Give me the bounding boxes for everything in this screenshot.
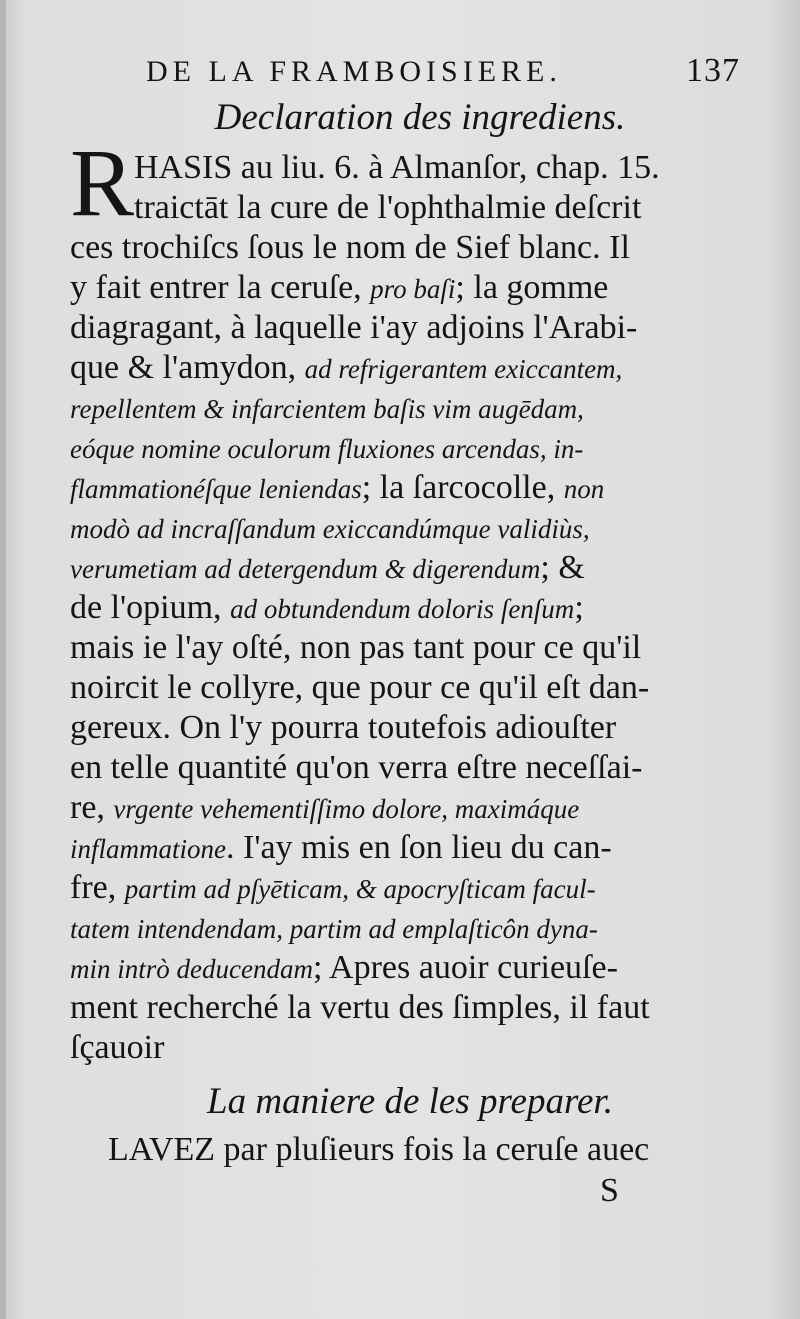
text-run: ſçauoir: [70, 1029, 165, 1066]
italic-latin-text: inflammatione: [70, 834, 226, 864]
text-line: [70, 348, 770, 388]
text-line: [70, 188, 770, 228]
text-run: y fait entrer la ceruſe,: [70, 269, 371, 306]
text-run: en telle quantité qu'on verra eſtre neceſſai-: [70, 749, 643, 786]
text-line: [70, 508, 770, 548]
page-number: 137: [686, 52, 740, 89]
text-run: de l'opium,: [70, 589, 231, 626]
italic-latin-text: partim ad pſyēticam, & apocryſticam facul-: [124, 874, 596, 904]
section-heading: Declaration des ingrediens.: [214, 97, 626, 138]
text-line: [70, 708, 770, 748]
text-line: [70, 748, 770, 788]
final-line: LAVEZ par pluſieurs fois la ceruſe auec: [108, 1131, 650, 1168]
text-run: noircit le collyre, que pour ce qu'il eſt dan-: [70, 669, 650, 706]
text-line: [70, 308, 770, 348]
running-header: [146, 52, 740, 96]
italic-latin-text: repellentem & infarcientem baſis vim augēdam,: [70, 394, 584, 424]
text-run: ; la ſarcocolle,: [361, 469, 564, 506]
text-line: [70, 468, 770, 508]
text-run: ; Apres auoir curieuſe-: [312, 949, 618, 986]
text-line: [70, 148, 770, 188]
italic-latin-text: pro baſi: [370, 274, 456, 304]
text-line: [70, 428, 770, 468]
text-run: diagragant, à laquelle i'ay adjoins l'Arabi-: [70, 309, 638, 346]
text-line: [70, 668, 770, 708]
subheading: La maniere de les preparer.: [207, 1081, 613, 1122]
text-line: [70, 828, 770, 868]
italic-latin-text: vrgente vehementiſſimo dolore, maximáque: [113, 794, 580, 824]
text-run: HASIS au liu. 6. à Almanſor, chap. 15.: [134, 149, 660, 186]
text-run: ces trochiſcs ſous le nom de Sief blanc. Il: [70, 229, 630, 266]
text-line: [70, 268, 770, 308]
text-run: ; &: [540, 549, 585, 586]
text-line: [70, 388, 770, 428]
italic-latin-text: modò ad incraſſandum exiccandúmque validiùs,: [70, 514, 590, 544]
text-line: [70, 788, 770, 828]
text-run: ;: [574, 589, 584, 626]
text-run: traictāt la cure de l'ophthalmie deſcrit: [134, 189, 642, 226]
italic-latin-text: min intrò deducendam: [70, 954, 313, 984]
italic-latin-text: ad refrigerantem exiccantem,: [304, 354, 623, 384]
text-line: [70, 628, 770, 668]
italic-latin-text: eóque nomine oculorum fluxiones arcendas, in-: [70, 434, 584, 464]
text-run: re,: [70, 789, 114, 826]
text-run: fre,: [70, 869, 125, 906]
drop-cap: R: [70, 129, 135, 236]
signature-mark: S: [600, 1172, 619, 1209]
text-line: [70, 908, 770, 948]
italic-latin-text: ad obtundendum doloris ſenſum: [230, 594, 575, 624]
italic-latin-text: non: [563, 474, 605, 504]
text-line: [70, 588, 770, 628]
text-run: que & l'amydon,: [70, 349, 305, 386]
text-run: ; la gomme: [455, 269, 609, 306]
text-run: . I'ay mis en ſon lieu du can-: [226, 829, 612, 866]
running-title: DE LA FRAMBOISIERE.: [146, 55, 562, 88]
text-line: [70, 228, 770, 268]
text-line: [70, 868, 770, 908]
italic-latin-text: verumetiam ad detergendum & digerendum: [70, 554, 541, 584]
body-text: [70, 148, 770, 1068]
italic-latin-text: tatem intendendam, partim ad emplaſticôn dyna-: [70, 914, 598, 944]
text-line: [70, 948, 770, 988]
text-run: gereux. On l'y pourra toutefois adiouſter: [70, 709, 617, 746]
text-run: mais ie l'ay oſté, non pas tant pour ce qu'il: [70, 629, 642, 666]
italic-latin-text: flammationéſque leniendas: [70, 474, 362, 504]
text-run: ment recherché la vertu des ſimples, il faut: [70, 989, 650, 1026]
text-line: [70, 1028, 770, 1068]
text-line: [70, 548, 770, 588]
text-line: [70, 988, 770, 1028]
